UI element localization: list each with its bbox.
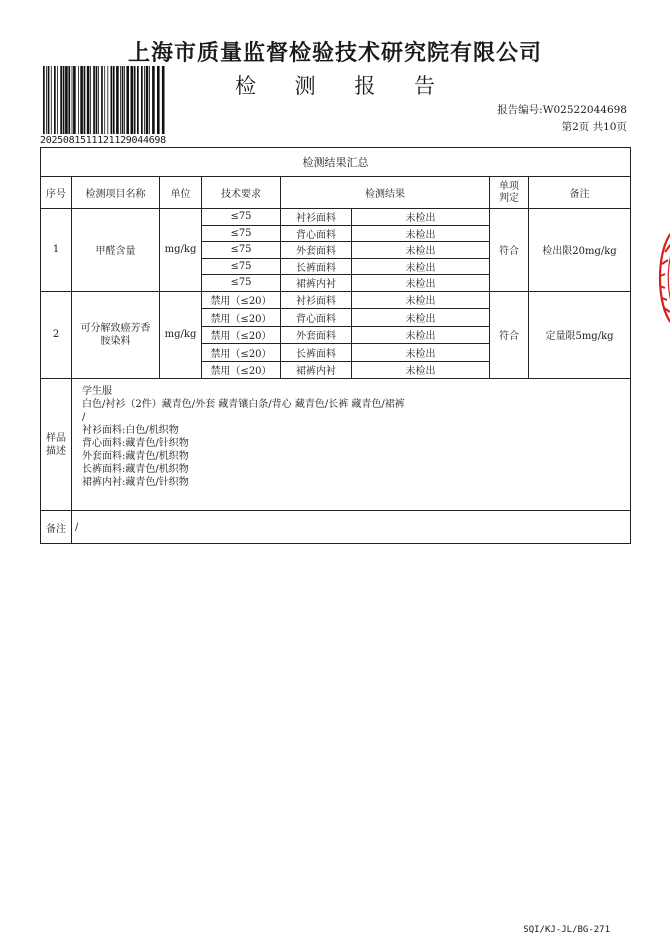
document-title: 检 测 报 告 (234, 74, 452, 98)
sample-line: 衬衫面料:白色/机织物 (82, 425, 179, 436)
note-row (41, 511, 631, 544)
requirement-cell: ≤75 (202, 275, 281, 292)
item-unit: mg/kg (160, 291, 202, 379)
barcode-bar (87, 66, 90, 134)
part-cell: 裙裤内衬 (281, 275, 352, 292)
sample-line: 学生服 (82, 386, 112, 397)
result-cell: 未检出 (352, 344, 490, 362)
barcode-bar (48, 66, 50, 134)
barcode-bar (63, 66, 65, 134)
header-remark: 备注 (529, 177, 631, 209)
requirement-cell: 禁用（≤20） (202, 326, 281, 344)
requirement-cell: ≤75 (202, 242, 281, 259)
item-unit: mg/kg (160, 209, 202, 292)
table-header-row (41, 177, 631, 209)
red-seal-stamp (650, 228, 670, 328)
result-cell: 未检出 (352, 242, 490, 259)
header-verdict: 单项判定 (490, 177, 529, 209)
barcode-bar (104, 66, 105, 134)
barcode-bar (134, 66, 136, 134)
header-requirement: 技术要求 (202, 177, 281, 209)
barcode-bar (146, 66, 149, 134)
barcode-bar (96, 66, 98, 134)
requirement-cell: ≤75 (202, 225, 281, 242)
barcode-bar (90, 66, 91, 134)
result-cell: 未检出 (352, 291, 490, 309)
barcode-bar (124, 66, 125, 134)
barcode-bar (152, 66, 155, 134)
barcode-bar (72, 66, 73, 134)
barcode-bar (51, 66, 52, 134)
requirement-cell: ≤75 (202, 209, 281, 226)
results-table (40, 147, 631, 544)
item-remark: 定量限5mg/kg (529, 291, 631, 379)
barcode-bar (126, 66, 129, 134)
sample-line: 长裤面料:藏青色/机织物 (82, 464, 189, 475)
result-cell: 未检出 (352, 361, 490, 379)
sample-line: 白色/衬衫（2件）藏青色/外套 藏青镶白条/背心 藏青色/长裤 藏青色/裙裤 (82, 399, 405, 410)
part-cell: 裙裤内衬 (281, 361, 352, 379)
barcode-bar (68, 66, 70, 134)
barcode-bar (65, 66, 68, 134)
barcode-bar (120, 66, 121, 134)
part-cell: 外套面料 (281, 326, 352, 344)
requirement-cell: 禁用（≤20） (202, 291, 281, 309)
table-row (41, 209, 631, 226)
note-value: / (72, 511, 631, 544)
barcode-bar (137, 66, 139, 134)
barcode-bar (116, 66, 119, 134)
part-cell: 背心面料 (281, 309, 352, 327)
part-cell: 长裤面料 (281, 258, 352, 275)
barcode-bar (162, 66, 165, 134)
result-cell: 未检出 (352, 258, 490, 275)
result-cell: 未检出 (352, 275, 490, 292)
note-label: 备注 (41, 511, 72, 544)
barcode-bar (107, 66, 108, 134)
result-cell: 未检出 (352, 225, 490, 242)
barcode-bar (113, 66, 115, 134)
barcode-bar (101, 66, 103, 134)
item-verdict: 符合 (490, 209, 529, 292)
item-seq: 2 (41, 291, 72, 379)
barcode-bar (157, 66, 160, 134)
header-seq: 序号 (41, 177, 72, 209)
result-cell: 未检出 (352, 326, 490, 344)
table-row (41, 291, 631, 309)
sample-line: 背心面料:藏青色/针织物 (82, 438, 189, 449)
barcode-bar (84, 66, 86, 134)
barcode-bar (141, 66, 143, 134)
barcode-bar (131, 66, 134, 134)
form-code: SQI/KJ-JL/BG-271 (523, 925, 610, 935)
part-cell: 衬衫面料 (281, 209, 352, 226)
barcode-bar (60, 66, 62, 134)
table-caption: 检测结果汇总 (41, 148, 631, 177)
item-seq: 1 (41, 209, 72, 292)
header-item: 检测项目名称 (72, 177, 160, 209)
barcode-bar (43, 66, 45, 134)
report-number: 报告编号:W02522044698 (497, 104, 627, 116)
barcode-bar (93, 66, 95, 134)
header-result: 检测结果 (281, 177, 490, 209)
part-cell: 长裤面料 (281, 344, 352, 362)
barcode-bar (73, 66, 76, 134)
item-name: 甲醛含量 (72, 209, 160, 292)
item-remark: 检出限20mg/kg (529, 209, 631, 292)
barcode-bar (80, 66, 83, 134)
barcode-bar (98, 66, 99, 134)
barcode-bar (46, 66, 47, 134)
barcode-bar (111, 66, 113, 134)
barcode-bar (57, 66, 58, 134)
barcode-bar (122, 66, 124, 134)
sample-description-content (72, 379, 631, 511)
result-cell: 未检出 (352, 309, 490, 327)
item-verdict: 符合 (490, 291, 529, 379)
sample-line: / (82, 412, 86, 423)
part-cell: 衬衫面料 (281, 291, 352, 309)
requirement-cell: 禁用（≤20） (202, 361, 281, 379)
result-cell: 未检出 (352, 209, 490, 226)
requirement-cell: 禁用（≤20） (202, 344, 281, 362)
header-unit: 单位 (160, 177, 202, 209)
barcode-bar (78, 66, 79, 134)
barcode-bar (149, 66, 150, 134)
sample-line: 裙裤内衬:藏青色/针织物 (82, 477, 189, 488)
barcode-bar (144, 66, 145, 134)
barcode-bar (54, 66, 56, 134)
barcode-image (43, 66, 167, 134)
sample-line: 外套面料:藏青色/机织物 (82, 451, 189, 462)
part-cell: 外套面料 (281, 242, 352, 259)
organization-name: 上海市质量监督检验技术研究院有限公司 (127, 41, 542, 66)
sample-description-label: 样品描述 (41, 379, 72, 511)
part-cell: 背心面料 (281, 225, 352, 242)
barcode-number: 20250815111211290446​98 (40, 135, 166, 146)
requirement-cell: ≤75 (202, 258, 281, 275)
sample-description-row (41, 379, 631, 511)
requirement-cell: 禁用（≤20） (202, 309, 281, 327)
item-name: 可分解致癌芳香胺染料 (72, 291, 160, 379)
page-info: 第2页 共10页 (561, 121, 627, 133)
